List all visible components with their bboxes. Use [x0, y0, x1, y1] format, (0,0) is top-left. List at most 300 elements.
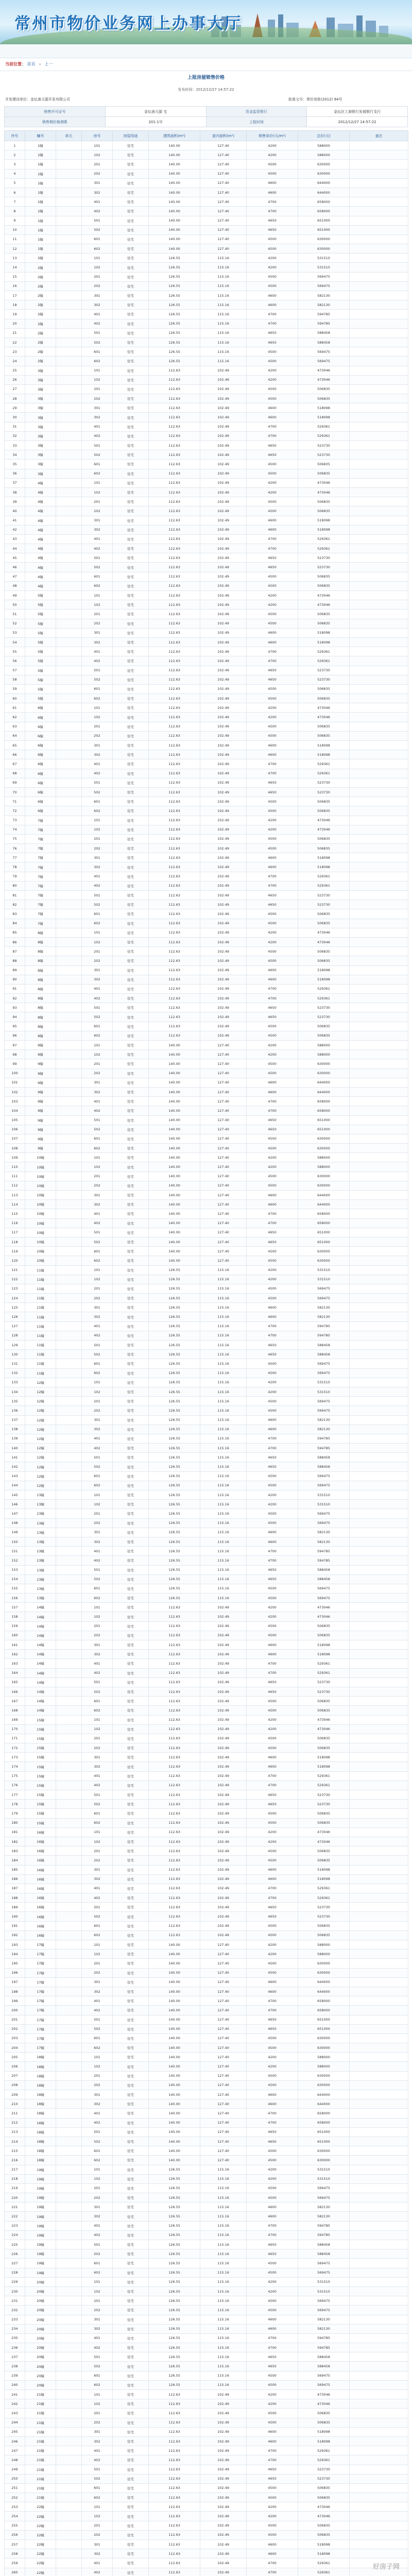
table-row — [5, 1134, 408, 1143]
table-cell: 住宅 — [113, 1893, 149, 1903]
table-cell — [350, 337, 408, 347]
table-cell: 5幢 — [25, 628, 56, 637]
table-row — [5, 1218, 408, 1228]
table-row — [5, 909, 408, 919]
table-cell: 133 — [5, 1378, 25, 1387]
table-cell: 182 — [5, 1837, 25, 1846]
table-cell: 506835 — [298, 2483, 350, 2493]
table-cell: 115.16 — [200, 2333, 247, 2343]
table-cell: 18幢 — [25, 2109, 56, 2118]
table-cell: 115.16 — [200, 310, 247, 319]
table-cell: 102.49 — [200, 516, 247, 525]
table-cell — [56, 1144, 82, 1153]
table-cell: 201 — [5, 2015, 25, 2024]
table-cell: 502 — [82, 2474, 113, 2483]
table-cell: 住宅 — [113, 394, 149, 403]
table-cell: 4500 — [247, 1256, 298, 1265]
room-price-table — [4, 130, 408, 2576]
table-cell: 住宅 — [113, 1790, 149, 1800]
table-cell: 115.16 — [200, 1509, 247, 1518]
table-cell: 4500 — [247, 1059, 298, 1069]
table-cell: 101 — [82, 2277, 113, 2286]
table-cell: 102.49 — [200, 2455, 247, 2465]
table-cell: 112.63 — [149, 534, 200, 544]
table-cell — [350, 2259, 408, 2268]
table-cell: 132 — [5, 1368, 25, 1378]
table-cell — [350, 460, 408, 469]
table-cell: 473046 — [298, 1612, 350, 1621]
table-cell: 住宅 — [113, 1547, 149, 1556]
table-cell: 569475 — [298, 1368, 350, 1378]
table-cell: 140.00 — [149, 2146, 200, 2156]
table-cell: 4700 — [247, 2568, 298, 2576]
table-cell: 住宅 — [113, 1341, 149, 1350]
table-cell: 501 — [82, 2352, 113, 2362]
table-cell: 住宅 — [113, 2109, 149, 2118]
table-cell: 115.16 — [200, 1303, 247, 1312]
table-cell: 115.16 — [200, 1453, 247, 1462]
table-cell: 18幢 — [25, 2071, 56, 2080]
table-cell: 74 — [5, 825, 25, 834]
table-cell: 4幢 — [25, 563, 56, 572]
table-cell — [56, 1528, 82, 1537]
table-cell — [350, 2109, 408, 2118]
table-cell: 126.55 — [149, 1321, 200, 1331]
table-cell: 4500 — [247, 234, 298, 244]
table-cell: 127.40 — [200, 1247, 247, 1256]
table-cell: 11幢 — [25, 1303, 56, 1312]
table-row — [5, 1584, 408, 1593]
table-cell — [56, 300, 82, 310]
table-cell: 4500 — [247, 2071, 298, 2080]
table-cell: 248 — [5, 2455, 25, 2465]
table-cell: 112.63 — [149, 506, 200, 516]
table-cell: 301 — [82, 1977, 113, 1987]
table-cell: 住宅 — [113, 1903, 149, 1912]
table-cell: 4500 — [247, 1359, 298, 1368]
table-cell: 201 — [82, 609, 113, 619]
table-header-row — [5, 131, 408, 141]
table-cell: 55 — [5, 647, 25, 656]
table-cell: 住宅 — [113, 207, 149, 216]
table-cell — [350, 1537, 408, 1546]
table-row — [5, 2090, 408, 2099]
table-cell: 506835 — [298, 684, 350, 693]
table-cell: 15幢 — [25, 1809, 56, 1818]
table-cell: 4500 — [247, 1368, 298, 1378]
table-cell: 102.49 — [200, 469, 247, 478]
table-cell: 10幢 — [25, 1247, 56, 1256]
table-cell: 4500 — [247, 2033, 298, 2043]
table-cell: 658000 — [298, 1097, 350, 1106]
table-cell: 住宅 — [113, 759, 149, 769]
table-cell: 523730 — [298, 553, 350, 563]
table-cell: 302 — [82, 862, 113, 872]
table-cell: 140.00 — [149, 1968, 200, 1977]
table-cell: 102 — [82, 2286, 113, 2296]
table-cell: 112.63 — [149, 956, 200, 965]
table-cell: 住宅 — [113, 1677, 149, 1687]
table-cell — [56, 581, 82, 590]
table-cell: 4500 — [247, 506, 298, 516]
table-cell: 住宅 — [113, 1537, 149, 1546]
table-cell: 115.16 — [200, 2296, 247, 2306]
table-cell: 4幢 — [25, 544, 56, 553]
table-cell — [350, 1800, 408, 1809]
table-cell: 86 — [5, 937, 25, 946]
table-row — [5, 947, 408, 956]
table-cell: 4500 — [247, 1022, 298, 1031]
table-cell — [56, 1331, 82, 1340]
table-cell: 住宅 — [113, 825, 149, 834]
table-cell — [56, 1125, 82, 1134]
table-cell: 住宅 — [113, 1162, 149, 1172]
table-cell — [350, 516, 408, 525]
table-cell: 112.63 — [149, 2427, 200, 2436]
table-cell — [56, 1668, 82, 1677]
table-cell: 529361 — [298, 2455, 350, 2465]
table-cell — [350, 1518, 408, 1528]
table-cell: 630000 — [298, 1144, 350, 1153]
table-cell: 126.55 — [149, 1547, 200, 1556]
table-cell: 住宅 — [113, 891, 149, 900]
table-cell: 住宅 — [113, 2043, 149, 2053]
table-cell: 140.00 — [149, 2015, 200, 2024]
table-cell: 644000 — [298, 1200, 350, 1209]
table-cell: 4650 — [247, 2137, 298, 2146]
table-cell: 232 — [5, 2306, 25, 2315]
table-row — [5, 1078, 408, 1087]
table-cell: 115.16 — [200, 2371, 247, 2380]
table-cell: 112.63 — [149, 581, 200, 590]
table-cell: 473046 — [298, 1603, 350, 1612]
table-cell: 22幢 — [25, 2540, 56, 2549]
table-cell: 4600 — [247, 965, 298, 975]
table-cell: 住宅 — [113, 1697, 149, 1706]
table-cell — [56, 1518, 82, 1528]
table-cell — [56, 666, 82, 675]
table-cell: 4幢 — [25, 478, 56, 487]
table-cell: 518098 — [298, 2540, 350, 2549]
table-cell: 102.49 — [200, 366, 247, 375]
table-cell: 15幢 — [25, 1715, 56, 1724]
table-cell: 102.49 — [200, 1715, 247, 1724]
table-cell: 101 — [82, 1827, 113, 1837]
table-cell: 240 — [5, 2380, 25, 2389]
table-cell: 115.16 — [200, 1574, 247, 1584]
table-cell: 126.55 — [149, 2315, 200, 2324]
table-cell — [56, 319, 82, 328]
table-row — [5, 2212, 408, 2221]
table-cell: 126.55 — [149, 1537, 200, 1546]
table-cell: 150 — [5, 1537, 25, 1546]
table-cell — [350, 1650, 408, 1659]
table-cell: 518098 — [298, 2549, 350, 2558]
table-cell: 630000 — [298, 1256, 350, 1265]
table-cell: 302 — [82, 637, 113, 647]
table-cell: 住宅 — [113, 1444, 149, 1453]
table-cell — [350, 1612, 408, 1621]
table-cell — [350, 2118, 408, 2127]
table-row — [5, 1406, 408, 1415]
table-cell: 143 — [5, 1471, 25, 1481]
table-cell: 201 — [82, 2183, 113, 2193]
table-cell: 4700 — [247, 422, 298, 431]
table-cell: 401 — [82, 872, 113, 881]
table-cell: 127.40 — [200, 216, 247, 225]
table-cell: 244 — [5, 2418, 25, 2427]
table-cell: 住宅 — [113, 1471, 149, 1481]
table-cell: 32 — [5, 431, 25, 440]
table-cell: 住宅 — [113, 2156, 149, 2165]
table-cell: 155 — [5, 1584, 25, 1593]
table-cell: 112.63 — [149, 1846, 200, 1856]
table-cell: 140.00 — [149, 1106, 200, 1115]
table-cell: 115.16 — [200, 1331, 247, 1340]
table-cell: 127.40 — [200, 2033, 247, 2043]
table-row — [5, 1650, 408, 1659]
table-cell: 4幢 — [25, 497, 56, 506]
table-cell — [350, 1012, 408, 1022]
table-cell: 28 — [5, 394, 25, 403]
table-cell: 5幢 — [25, 609, 56, 619]
table-cell: 234 — [5, 2324, 25, 2333]
table-cell — [350, 2521, 408, 2530]
table-row — [5, 1762, 408, 1771]
publish-time: 发布时间：2012/12/27 14:57:22 — [178, 88, 234, 92]
table-cell: 住宅 — [113, 1050, 149, 1059]
table-cell: 18幢 — [25, 2053, 56, 2062]
table-cell — [350, 1294, 408, 1303]
table-cell: 127.40 — [200, 2062, 247, 2071]
table-cell — [56, 1387, 82, 1396]
table-cell: 523730 — [298, 1903, 350, 1912]
table-cell: 38 — [5, 487, 25, 497]
table-cell: 4500 — [247, 2530, 298, 2539]
table-cell: 住宅 — [113, 853, 149, 862]
table-row — [5, 975, 408, 984]
table-cell — [56, 1903, 82, 1912]
table-row — [5, 965, 408, 975]
table-cell: 602 — [82, 1930, 113, 1940]
table-cell — [350, 450, 408, 460]
table-cell — [56, 2118, 82, 2127]
table-cell: 住宅 — [113, 666, 149, 675]
table-cell: 506835 — [298, 506, 350, 516]
table-cell: 102.49 — [200, 647, 247, 656]
table-cell: 630000 — [298, 2033, 350, 2043]
table-cell: 658000 — [298, 2118, 350, 2127]
breadcrumb-section-link[interactable]: 上一 — [44, 62, 53, 66]
table-cell: 11幢 — [25, 1368, 56, 1378]
table-cell: 4700 — [247, 2455, 298, 2465]
table-cell: 19幢 — [25, 2183, 56, 2193]
table-cell: 529361 — [298, 872, 350, 881]
table-cell: 17 — [5, 291, 25, 300]
table-cell: 126.55 — [149, 2362, 200, 2371]
table-cell — [56, 2249, 82, 2259]
table-cell: 住宅 — [113, 1874, 149, 1884]
table-row — [5, 1884, 408, 1893]
table-cell: 80 — [5, 881, 25, 890]
table-cell: 301 — [82, 741, 113, 750]
table-cell: 13 — [5, 253, 25, 263]
table-cell: 181 — [5, 1827, 25, 1837]
table-cell — [350, 741, 408, 750]
table-cell: 102.49 — [200, 694, 247, 703]
table-cell: 112.63 — [149, 384, 200, 394]
table-cell: 住宅 — [113, 1968, 149, 1977]
table-cell — [56, 431, 82, 440]
table-cell: 302 — [82, 1200, 113, 1209]
table-cell: 4600 — [247, 1087, 298, 1096]
table-cell: 126.55 — [149, 1350, 200, 1359]
table-cell: 住宅 — [113, 2315, 149, 2324]
table-row — [5, 2315, 408, 2324]
table-cell: 102.49 — [200, 1771, 247, 1781]
table-cell — [56, 1022, 82, 1031]
table-cell: 住宅 — [113, 1181, 149, 1190]
table-cell: 18幢 — [25, 2156, 56, 2165]
table-cell: 2幢 — [25, 319, 56, 328]
table-cell — [350, 2277, 408, 2286]
table-cell: 162 — [5, 1650, 25, 1659]
table-cell: 14幢 — [25, 1650, 56, 1659]
table-cell — [350, 1903, 408, 1912]
table-cell — [350, 1556, 408, 1565]
table-cell: 27 — [5, 384, 25, 394]
table-row — [5, 1743, 408, 1753]
table-cell: 6幢 — [25, 703, 56, 713]
table-cell — [56, 2062, 82, 2071]
table-cell: 102 — [82, 487, 113, 497]
table-cell: 473046 — [298, 703, 350, 713]
table-cell: 102.49 — [200, 534, 247, 544]
table-row — [5, 1987, 408, 1996]
table-cell — [350, 2315, 408, 2324]
table-cell: 106 — [5, 1125, 25, 1134]
column-header: 幢号 — [25, 131, 56, 141]
breadcrumb-home-link[interactable]: 首页 — [27, 62, 36, 66]
table-cell — [56, 1359, 82, 1368]
table-cell: 502 — [82, 1687, 113, 1696]
table-cell: 31 — [5, 422, 25, 431]
table-cell: 11幢 — [25, 1312, 56, 1321]
table-cell: 518098 — [298, 1640, 350, 1650]
table-cell: 602 — [82, 1818, 113, 1827]
table-cell: 140.00 — [149, 1059, 200, 1069]
table-cell: 4700 — [247, 872, 298, 881]
table-cell: 65 — [5, 741, 25, 750]
table-cell: 4650 — [247, 2474, 298, 2483]
table-cell — [350, 1237, 408, 1246]
table-cell: 630000 — [298, 2156, 350, 2165]
table-cell: 4500 — [247, 1584, 298, 1593]
table-cell: 住宅 — [113, 347, 149, 357]
table-cell: 住宅 — [113, 1715, 149, 1724]
table-cell: 4500 — [247, 919, 298, 928]
table-cell — [350, 2465, 408, 2474]
table-cell: 15幢 — [25, 1771, 56, 1781]
table-cell: 238 — [5, 2362, 25, 2371]
table-cell: 14幢 — [25, 1677, 56, 1687]
table-row — [5, 469, 408, 478]
table-cell — [350, 1659, 408, 1668]
table-cell: 5幢 — [25, 675, 56, 684]
table-cell: 住宅 — [113, 1425, 149, 1434]
table-cell: 4600 — [247, 1987, 298, 1996]
table-cell: 102.49 — [200, 1631, 247, 1640]
table-cell: 126.55 — [149, 1265, 200, 1275]
table-cell: 4600 — [247, 1312, 298, 1321]
table-cell: 住宅 — [113, 2183, 149, 2193]
table-cell: 4700 — [247, 759, 298, 769]
table-cell: 101 — [82, 1603, 113, 1612]
table-cell — [350, 1677, 408, 1687]
page-title: 上报房屋销售价格 — [187, 75, 225, 80]
table-cell: 4200 — [247, 2286, 298, 2296]
table-cell — [56, 619, 82, 628]
table-cell: 630000 — [298, 1069, 350, 1078]
table-cell — [56, 1950, 82, 1959]
table-cell: 住宅 — [113, 141, 149, 150]
table-cell: 4200 — [247, 2512, 298, 2521]
table-cell: 112.63 — [149, 647, 200, 656]
table-cell: 4600 — [247, 2427, 298, 2436]
table-cell — [350, 2306, 408, 2315]
table-cell: 213 — [5, 2127, 25, 2137]
spacer — [139, 95, 288, 104]
table-cell: 140.00 — [149, 1977, 200, 1987]
table-cell: 4幢 — [25, 487, 56, 497]
table-cell: 4700 — [247, 994, 298, 1003]
table-cell: 211 — [5, 2109, 25, 2118]
table-cell: 531510 — [298, 2174, 350, 2183]
table-cell: 301 — [82, 1753, 113, 1762]
table-cell: 202 — [82, 281, 113, 291]
table-cell: 529361 — [298, 881, 350, 890]
table-cell: 401 — [82, 1996, 113, 2006]
table-cell — [56, 2015, 82, 2024]
table-cell: 91 — [5, 984, 25, 993]
table-cell: 115.16 — [200, 2202, 247, 2212]
table-cell: 302 — [82, 188, 113, 197]
table-cell: 102.49 — [200, 2427, 247, 2436]
table-cell: 75 — [5, 834, 25, 843]
table-cell: 住宅 — [113, 478, 149, 487]
table-cell: 4600 — [247, 2540, 298, 2549]
breadcrumb-current-label: 当前位置 — [5, 62, 22, 66]
table-row — [5, 2099, 408, 2109]
table-row — [5, 1668, 408, 1677]
table-cell: 126.55 — [149, 1406, 200, 1415]
table-cell — [350, 2390, 408, 2399]
table-cell — [56, 1247, 82, 1256]
table-cell: 4600 — [247, 628, 298, 637]
table-cell: 住宅 — [113, 2259, 149, 2268]
table-cell: 4650 — [247, 1912, 298, 1921]
table-row — [5, 253, 408, 263]
table-cell: 140.00 — [149, 2053, 200, 2062]
column-header: 房屋用途 — [113, 131, 149, 141]
table-cell: 15幢 — [25, 1753, 56, 1762]
table-cell: 12幢 — [25, 1425, 56, 1434]
table-cell: 140.00 — [149, 2043, 200, 2053]
table-cell — [350, 1425, 408, 1434]
table-cell: 112.63 — [149, 1668, 200, 1677]
table-cell: 115.16 — [200, 1444, 247, 1453]
table-cell: 473046 — [298, 1715, 350, 1724]
